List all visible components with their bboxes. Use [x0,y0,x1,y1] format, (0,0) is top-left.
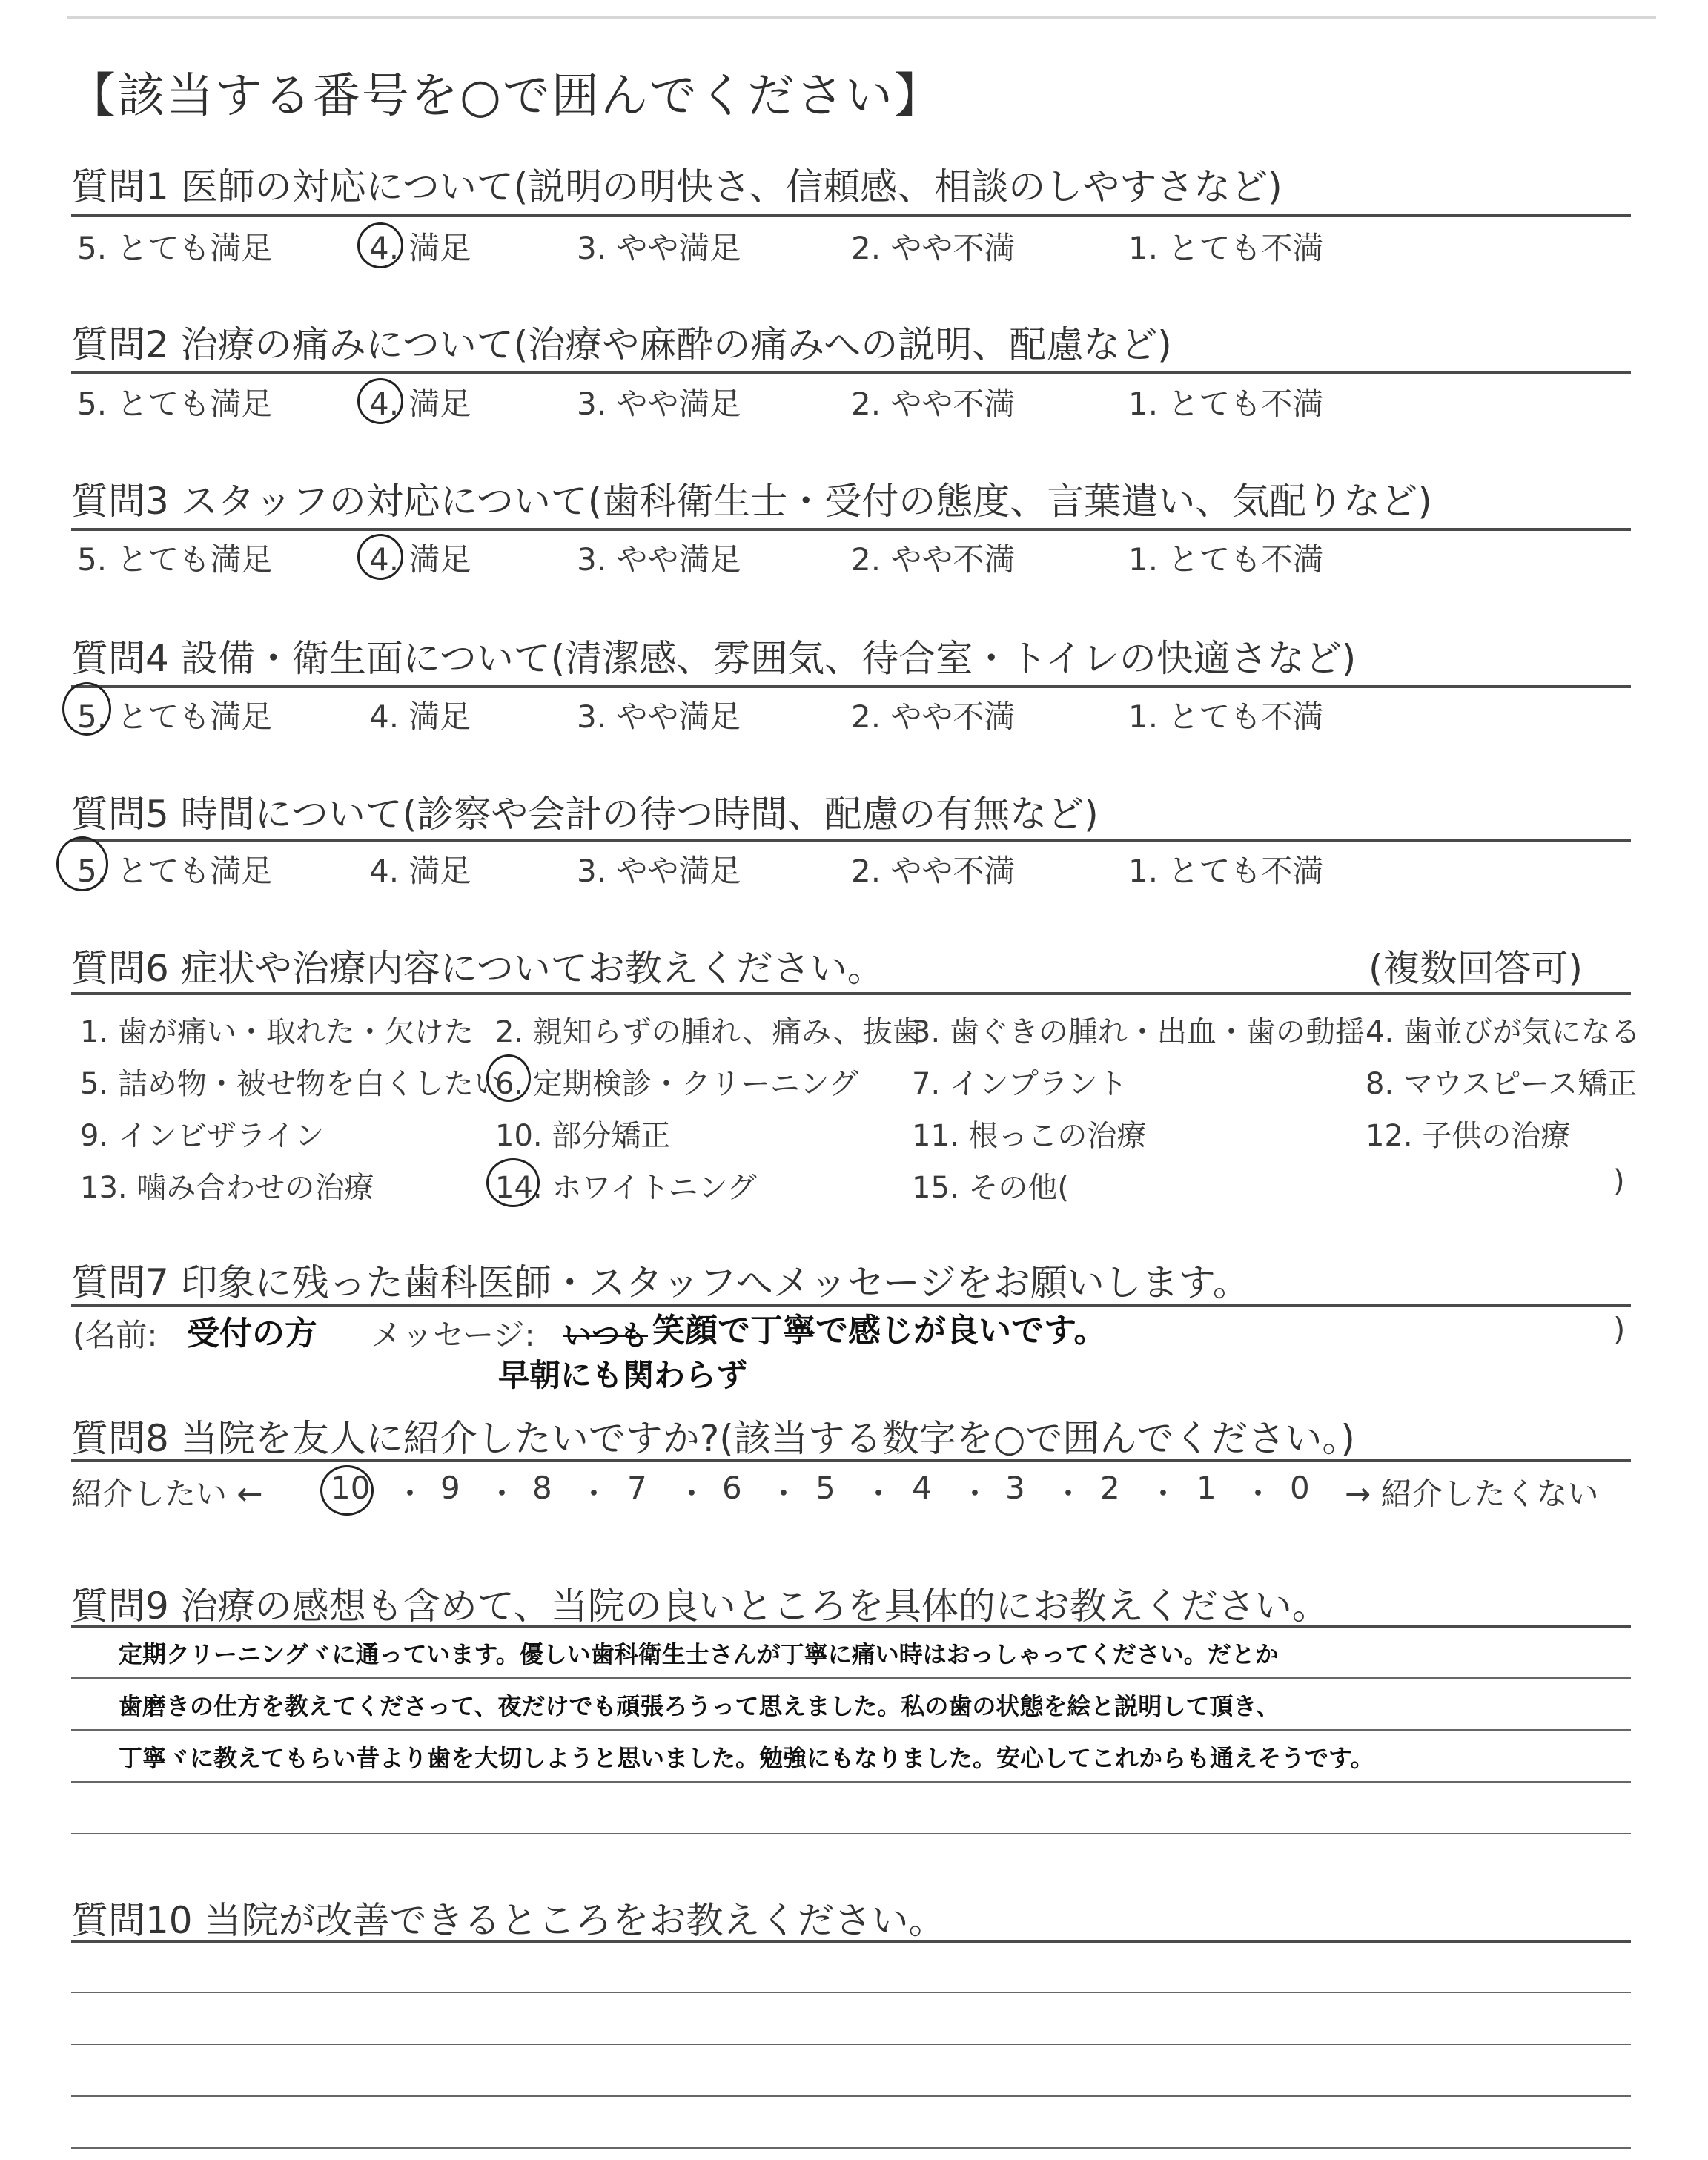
q8-scale-dot: ・ [578,1476,610,1512]
q8-scale-dot: ・ [394,1476,426,1512]
q6-option-15[interactable]: 15. その他( [912,1171,1069,1205]
q6-option-1[interactable]: 1. 歯が痛い・取れた・欠けた [80,1015,474,1049]
q8-scale-dot: ・ [1053,1476,1085,1512]
q6-option-15-close: ) [1613,1164,1625,1198]
q5-option-4[interactable]: 4. 満足 [369,853,471,889]
q8-scale-5[interactable]: 5 [815,1470,835,1506]
q6-option-11[interactable]: 11. 根っこの治療 [912,1119,1147,1153]
q1-title: 質問1 医師の対応について(説明の明快さ、信頼感、相談のしやすさなど) [71,165,1282,208]
q8-scale-8[interactable]: 8 [532,1470,552,1506]
q8-scale-2[interactable]: 2 [1100,1470,1120,1506]
q1-option-2[interactable]: 2. やや不満 [851,230,1016,266]
q10-title: 質問10 当院が改善できるところをお教えください。 [71,1899,946,1942]
q8-scale-9[interactable]: 9 [440,1470,460,1506]
q4-option-2[interactable]: 2. やや不満 [851,698,1016,735]
q6-option-8[interactable]: 8. マウスピース矯正 [1366,1067,1638,1101]
q5-option-1[interactable]: 1. とても不満 [1128,853,1324,889]
q8-scale-dot: ・ [959,1476,991,1512]
q7-message-label: メッセージ: [371,1317,535,1353]
q7-name-label: (名前: [73,1317,158,1353]
q9-rule [71,1625,1631,1628]
q2-title: 質問2 治療の痛みについて(治療や麻酔の痛みへの説明、配慮など) [71,323,1172,366]
q3-selection-circle [357,534,403,580]
q3-option-5[interactable]: 5. とても満足 [77,541,273,578]
q5-option-5[interactable]: 5. とても満足 [77,853,273,889]
q6-option-4[interactable]: 4. 歯並びが気になる [1366,1015,1641,1049]
q5-title: 質問5 時間について(診察や会計の待つ時間、配慮の有無など) [71,793,1099,836]
q4-rule [71,685,1631,688]
q8-scale-1[interactable]: 1 [1196,1470,1217,1506]
q8-scale-10[interactable]: 10 [331,1470,371,1506]
q4-option-4[interactable]: 4. 満足 [369,698,471,735]
q7-message-value[interactable]: 笑顔で丁寧で感じが良いです。 [652,1312,1107,1350]
q9-line-rule [71,1781,1631,1783]
q9-answer-line-2[interactable]: 歯磨きの仕方を教えてくださって、夜だけでも頑張ろうって思えました。私の歯の状態を絵と説明して頂き、 [119,1692,1280,1720]
q6-option-10[interactable]: 10. 部分矯正 [495,1119,671,1153]
q2-option-1[interactable]: 1. とても不満 [1128,386,1324,422]
q4-selection-circle [62,682,111,736]
q10-rule [71,1940,1631,1943]
q10-line-rule [71,1992,1631,1993]
q9-line-rule [71,1677,1631,1679]
q8-scale-3[interactable]: 3 [1005,1470,1025,1506]
q4-option-5[interactable]: 5. とても満足 [77,698,273,735]
q7-name-value[interactable]: 受付の方 [187,1315,317,1353]
q5-rule [71,839,1631,842]
q3-option-3[interactable]: 3. やや満足 [577,541,741,578]
q4-option-3[interactable]: 3. やや満足 [577,698,741,735]
q2-option-3[interactable]: 3. やや満足 [577,386,741,422]
q10-line-rule [71,2044,1631,2045]
q5-selection-circle [56,836,108,891]
q8-scale-dot: ・ [1148,1476,1179,1512]
q9-title: 質問9 治療の感想も含めて、当院の良いところを具体的にお教えください。 [71,1585,1329,1628]
q8-scale-7[interactable]: 7 [627,1470,647,1506]
q1-option-5[interactable]: 5. とても満足 [77,230,273,266]
q8-scale-4[interactable]: 4 [912,1470,932,1506]
q10-line-rule [71,2147,1631,2149]
q3-option-1[interactable]: 1. とても不満 [1128,541,1324,578]
q6-selection-circle-14 [486,1158,540,1207]
q9-answer-line-3[interactable]: 丁寧ヾに教えてもらい昔より歯を大切しようと思いました。勉強にもなりました。安心してこれからも通えそうです。 [119,1744,1374,1772]
q4-option-1[interactable]: 1. とても不満 [1128,698,1324,735]
q1-option-4[interactable]: 4. 満足 [369,230,471,266]
q8-left-label: 紹介したい ← [71,1476,263,1512]
q3-option-4[interactable]: 4. 満足 [369,541,471,578]
q8-scale-0[interactable]: 0 [1290,1470,1310,1506]
q6-option-14[interactable]: 14. ホワイトニング [495,1171,757,1205]
q8-title: 質問8 当院を友人に紹介したいですか?(該当する数字を○で囲んでください。) [71,1417,1355,1460]
q8-scale-dot: ・ [1242,1476,1274,1512]
page-top-border [67,16,1656,19]
q3-rule [71,528,1631,531]
q2-option-5[interactable]: 5. とても満足 [77,386,273,422]
q7-close-paren: ) [1613,1311,1626,1347]
q7-title: 質問7 印象に残った歯科医師・スタッフへメッセージをお願いします。 [71,1261,1250,1304]
q9-line-rule [71,1833,1631,1834]
q8-scale-dot: ・ [676,1476,708,1512]
q9-answer-line-1[interactable]: 定期クリーニングヾに通っています。優しい歯科衛生士さんが丁寧に痛い時はおっしゃってください。だとか [119,1640,1279,1668]
q6-rule [71,992,1631,995]
q7-inserted-text: 早朝にも関わらず [498,1357,748,1393]
q7-struck-text: いつも [563,1319,649,1352]
q8-right-label: → 紹介したくない [1345,1476,1599,1512]
q2-rule [71,371,1631,374]
q8-selection-circle [320,1465,374,1516]
q10-line-rule [71,2095,1631,2097]
q6-option-13[interactable]: 13. 噛み合わせの治療 [80,1171,374,1205]
form-heading: 【該当する番号を○で囲んでください】 [68,69,943,124]
q1-rule [71,214,1631,217]
q6-option-2[interactable]: 2. 親知らずの腫れ、痛み、抜歯 [495,1015,922,1049]
q2-option-4[interactable]: 4. 満足 [369,386,471,422]
q6-title: 質問6 症状や治療内容についてお教えください。 [71,947,884,990]
q5-option-3[interactable]: 3. やや満足 [577,853,741,889]
q6-selection-circle-6 [486,1054,531,1102]
q1-option-3[interactable]: 3. やや満足 [577,230,741,266]
q3-title: 質問3 スタッフの対応について(歯科衛生士・受付の態度、言葉遣い、気配りなど) [71,480,1432,523]
q8-scale-dot: ・ [863,1476,895,1512]
q2-selection-circle [357,378,403,424]
q6-option-12[interactable]: 12. 子供の治療 [1366,1119,1571,1153]
q6-option-9[interactable]: 9. インビザライン [80,1119,325,1153]
q9-line-rule [71,1729,1631,1731]
q6-option-5[interactable]: 5. 詰め物・被せ物を白くしたい [80,1067,503,1101]
q4-title: 質問4 設備・衛生面について(清潔感、雰囲気、待合室・トイレの快適さなど) [71,637,1357,680]
q6-option-6[interactable]: 6. 定期検診・クリーニング [495,1067,859,1101]
q8-scale-6[interactable]: 6 [722,1470,742,1506]
q1-selection-circle [357,222,403,268]
q6-option-7[interactable]: 7. インプラント [912,1067,1128,1101]
q8-scale-dot: ・ [768,1476,800,1512]
q6-option-3[interactable]: 3. 歯ぐきの腫れ・出血・歯の動揺 [912,1015,1365,1049]
q5-option-2[interactable]: 2. やや不満 [851,853,1016,889]
q3-option-2[interactable]: 2. やや不満 [851,541,1016,578]
q8-rule [71,1459,1631,1462]
q6-note: (複数回答可) [1368,947,1583,990]
q8-scale-dot: ・ [486,1476,518,1512]
q2-option-2[interactable]: 2. やや不満 [851,386,1016,422]
q1-option-1[interactable]: 1. とても不満 [1128,230,1324,266]
